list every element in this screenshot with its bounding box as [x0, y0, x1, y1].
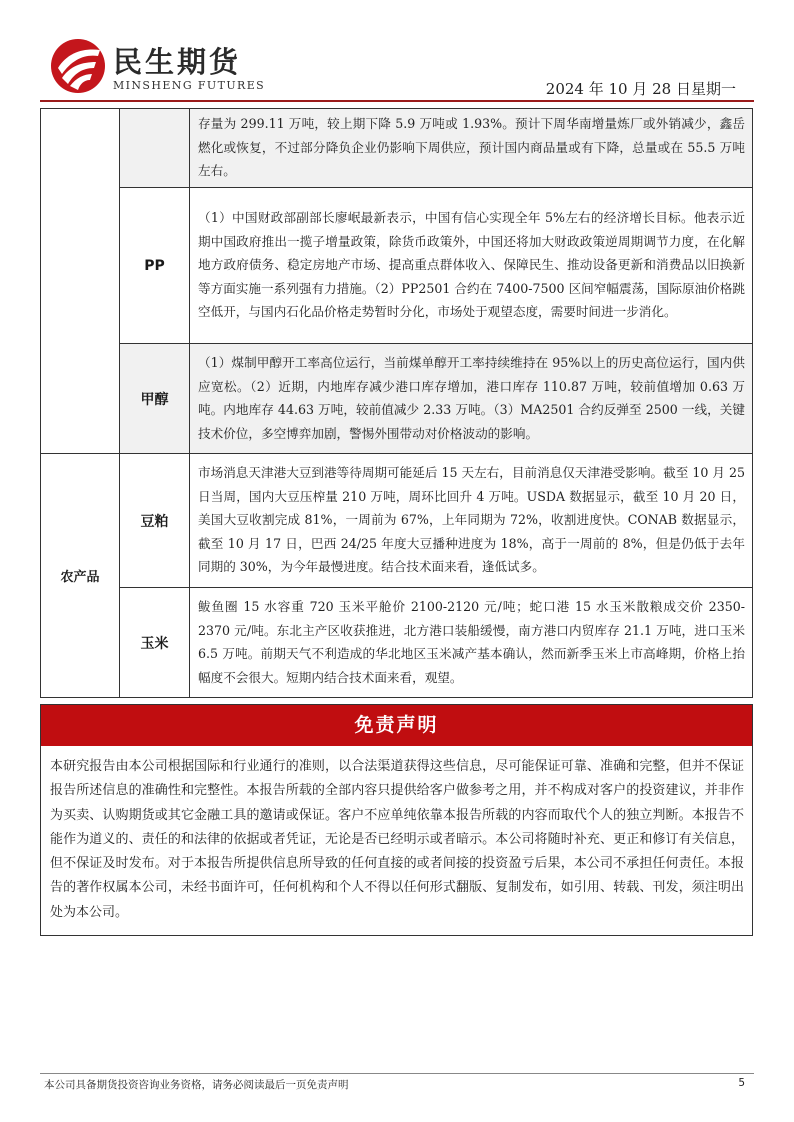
disclaimer-text: 本研究报告由本公司根据国际和行业通行的准则，以合法渠道获得这些信息，尽可能保证可靠、准确和完整，但并不保证报告所述信息的准确性和完整性。本报告所载的全部内容只提供给客户做参考之用，并不构成对客户的投资建议，并非作为买卖、认购期货或其它金融工具的邀请或保证。客户不应单纯依靠本报告所载的内容而取代个人的独立判断。本报告不能作为道义的、责任的和法律的依据或者凭证，无论是否已经明示或者暗示。本公司将随时补充、更正和修订有关信息，但不保证及时发布。对于本报告所提供信息所导致的任何直接的或者间接的投资盈亏后果，本公司不承担任何责任。本报告的著作权属本公司，未经书面许可，任何机构和个人不得以任何形式翻版、复制发布，如引用、转载、刊发，须注明出处为本公司。: [50, 759, 744, 920]
category-cell-energy: [41, 109, 120, 454]
table-row: [41, 188, 753, 344]
table-row: [41, 109, 753, 188]
table-row: [41, 454, 753, 588]
analysis-text-methanol: （1）煤制甲醇开工率高位运行，当前煤单醇开工率持续维持在 95%以上的历史高位运行，国内供应宽松。（2）近期，内地库存减少港口库存增加，港口库存 110.87 万吨，较前值增加 0.63 万吨。内地库存 44.63 万吨，较前值减少 2.33 万吨。（3）MA2501 合约反弹至 2500 一线，关键技术价位，多空博弈加剧，警惕外围带动对价格波动的影响。: [190, 344, 753, 454]
subcategory-cell-soymeal: 豆粕: [120, 454, 190, 588]
report-date: 2024 年 10 月 28 日星期一: [545, 80, 736, 98]
analysis-text-corn: 鲅鱼圈 15 水容重 720 玉米平舱价 2100-2120 元/吨；蛇口港 15 水玉米散粮成交价 2350-2370 元/吨。东北主产区收获推进，北方港口装船缓慢，南方港口内贸库存 21.1 万吨，进口玉米 6.5 万吨。前期天气不利造成的华北地区玉米减产基本确认，然而新季玉米上市高峰期，价格上抬幅度不会很大。短期内结合技术面来看，观望。: [190, 588, 753, 698]
logo-chinese-name: 民生期货: [113, 45, 242, 79]
analysis-text: 存量为 299.11 万吨，较上期下降 5.9 万吨或 1.93%。预计下周华南增量炼厂或外销减少，鑫岳燃化或恢复，不过部分降负企业仍影响下周供应，预计国内商品量或有下降，总量或在 55.5 万吨左右。: [190, 109, 753, 188]
minsheng-logo-icon: [50, 38, 106, 94]
header-divider: [40, 100, 754, 102]
table-row: [41, 344, 753, 454]
footer-notice: 本公司具备期货投资咨询业务资格，请务必阅读最后一页免责声明: [44, 1079, 349, 1091]
table-row: [41, 588, 753, 698]
disclaimer-title: 免责声明: [41, 705, 752, 746]
analysis-text-pp: （1）中国财政部副部长廖岷最新表示，中国有信心实现全年 5%左右的经济增长目标。他表示近期中国政府推出一揽子增量政策，除货币政策外，中国还将加大财政政策逆周期调节力度，在化解地方政府债务、稳定房地产市场、提高重点群体收入、保障民生、推动设备更新和消费品以旧换新等方面实施一系列强有力措施。（2）PP2501 合约在 7400-7500 区间窄幅震荡，国际原油价格跳空低开，与国内石化品价格走势暂时分化，市场处于观望态度，需要时间进一步消化。: [190, 188, 753, 344]
footer-divider: [40, 1073, 754, 1074]
subcategory-cell-methanol: 甲醇: [120, 344, 190, 454]
analysis-text-soymeal: 市场消息天津港大豆到港等待周期可能延后 15 天左右，目前消息仅天津港受影响。截至 10 月 25 日当周，国内大豆压榨量 210 万吨，周环比回升 4 万吨。USDA 数据显示，截至 10 月 20 日，美国大豆收割完成 81%，一周前为 67%，上年同期为 72%，收割进度快。CONAB 数据显示，截至 10 月 17 日，巴西 24/25 年度大豆播种进度为 18%，高于一周前的 8%，但是仍低于去年同期的 30%，为今年最慢进度。结合技术面来看，逢低试多。: [190, 454, 753, 588]
subcategory-cell: [120, 109, 190, 188]
page-header: [0, 0, 794, 105]
commodity-analysis-table: [40, 108, 753, 698]
disclaimer-section: [40, 704, 753, 936]
subcategory-cell-pp: PP: [120, 188, 190, 344]
logo-english-name: MINSHENG FUTURES: [113, 79, 266, 92]
subcategory-cell-corn: 玉米: [120, 588, 190, 698]
page-number: 5: [738, 1077, 745, 1089]
category-cell-agriculture: 农产品: [41, 454, 120, 698]
